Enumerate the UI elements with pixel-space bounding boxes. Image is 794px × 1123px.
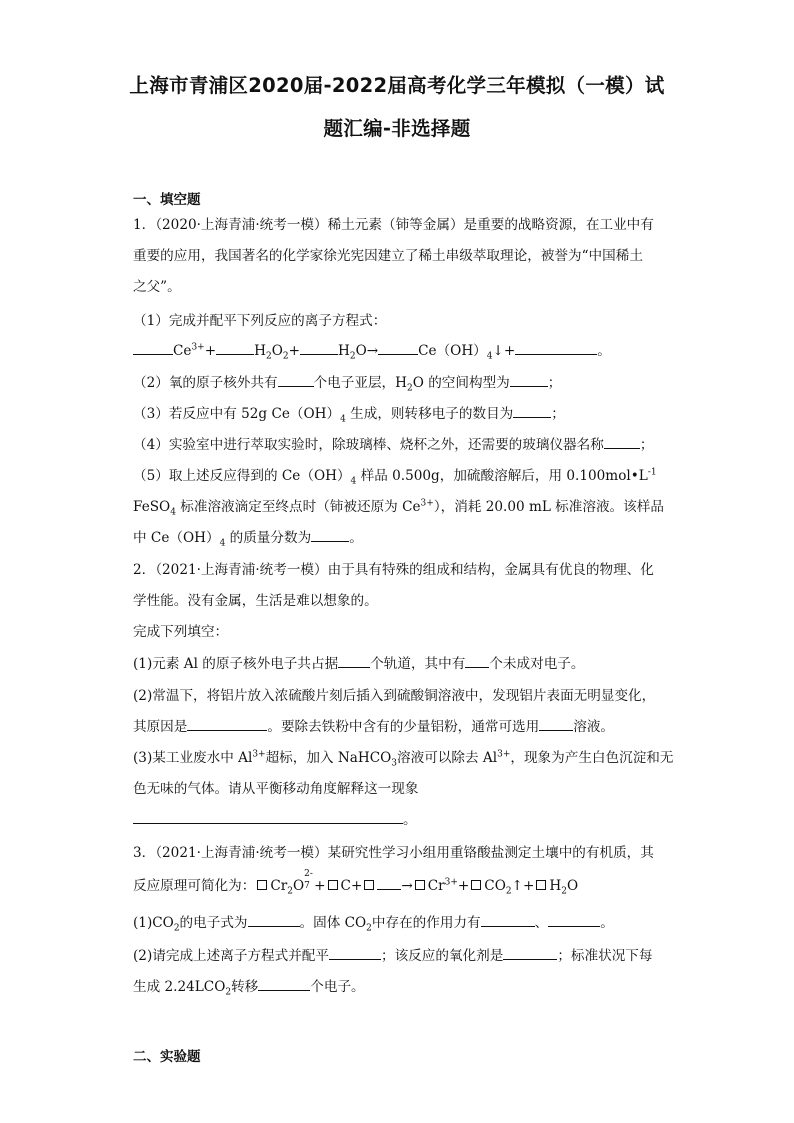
q1-part1: （1）完成并配平下列反应的离子方程式： — [133, 313, 387, 329]
coefficient-box[interactable] — [257, 880, 267, 890]
blank[interactable] — [377, 877, 401, 890]
blank[interactable] — [300, 342, 338, 355]
blank[interactable] — [510, 374, 548, 387]
q3-stem-line1: 3．（2021·上海青浦·统考一模）某研究性学习小组用重铬酸盐测定土壤中的有机质，其 — [133, 845, 654, 861]
q2-stem-line1: 2．（2021·上海青浦·统考一模）由于具有特殊的组成和结构，金属具有优良的物理、化 — [133, 562, 654, 578]
blank[interactable] — [513, 405, 551, 418]
q3-part2-line1: (2)请完成上述离子方程式并配平 ；该反应的氧化剂是 ；标准状况下每 — [133, 948, 653, 964]
q1-part3: （3）若反应中有 52g $Ce(OH)_4$ 生成，则转移电子的数目为 ； — [133, 406, 565, 425]
blank[interactable] — [515, 342, 597, 355]
q1-stem-line2: 重要的应用，我国著名的化学家徐光宪因建立了稀土串级萃取理论，被誉为“中国稀土 — [133, 248, 643, 264]
q2-part2-line1: (2)常温下，将铝片放入浓硫酸片刻后插入到硫酸铜溶液中，发现铝片表面无明显变化， — [133, 688, 656, 704]
q1-part2: （2）氧的原子核外共有 个电子亚层，$H_2O$ 的空间构型为 ； — [133, 375, 562, 394]
q1-part5-line1: （5）取上述反应得到的 $Ce(OH)_4$ 样品 0.500g，加硫酸溶解后，用 $0.100mol•L^{-1}$ — [133, 467, 657, 487]
blank[interactable] — [378, 342, 418, 355]
doc-title-line1: 上海市青浦区2020届-2022届高考化学三年模拟（一模）试 — [129, 74, 665, 97]
blank[interactable] — [278, 374, 314, 387]
q1-part4: （4）实验室中进行萃取实验时，除玻璃棒、烧杯之外，还需要的玻璃仪器名称 ； — [133, 437, 654, 453]
blank[interactable] — [338, 655, 370, 668]
coefficient-box[interactable] — [471, 880, 481, 890]
q1-equation: $Ce^{3+}+ H_2O_2+ H_2O\to$ $Ce(OH)_4↓+$ 。 — [133, 339, 611, 359]
q2-stem-line3: 完成下列填空： — [133, 624, 229, 640]
blank[interactable] — [481, 914, 535, 927]
q2-part1: (1)元素 Al 的原子核外电子共占据 个轨道，其中有 个未成对电子。 — [133, 656, 585, 672]
q3-reaction: 反应原理可简化为： $Cr_2O$ 2- 7 + $C+ \to Cr^{3+}+$ $CO_2↑+ H_2O$ — [133, 869, 579, 897]
blank[interactable] — [187, 718, 267, 731]
blank[interactable] — [258, 978, 310, 991]
q2-part3-answer: 。 — [133, 808, 417, 828]
section-fill-in: 一、填空题 — [133, 192, 201, 208]
coefficient-box[interactable] — [364, 880, 374, 890]
blank[interactable] — [133, 342, 173, 355]
q2-part3-line2: 色无味的气体。请从平衡移动角度解释这一现象 — [133, 781, 419, 797]
blank[interactable] — [216, 342, 254, 355]
blank[interactable] — [539, 718, 573, 731]
coefficient-box[interactable] — [415, 880, 425, 890]
section-experiment: 二、实验题 — [133, 1049, 201, 1065]
blank[interactable] — [311, 529, 349, 542]
coefficient-box[interactable] — [328, 880, 338, 890]
q1-part5-line2: FeSO$_4$ 标准溶液滴定至终点时（铈被还原为 $Ce^{3+}$），消耗 20.00 mL 标准溶液。该样品 — [133, 498, 664, 518]
blank[interactable] — [133, 811, 403, 824]
q1-part5-line3: 中 $Ce(OH)_4$ 的质量分数为 。 — [133, 530, 363, 549]
blank[interactable] — [465, 655, 489, 668]
blank[interactable] — [503, 947, 557, 960]
q3-part2-line2: 生成 $2.24LCO_2$转移 个电子。 — [133, 979, 365, 998]
blank[interactable] — [548, 914, 600, 927]
coefficient-box[interactable] — [536, 880, 546, 890]
q1-stem-line3: 之父”。 — [133, 279, 181, 295]
q2-stem-line2: 学性能。没有金属，生活是难以想象的。 — [133, 593, 378, 609]
q3-part1: $(1)CO_2$的电子式为 。固体 $CO_2$中存在的作用力有 、 。 — [133, 915, 614, 934]
blank[interactable] — [329, 947, 381, 960]
q2-part3-line1: (3)某工业废水中 $Al^{3+}$超标，加入 NaHCO$_3$溶液可以除去 $Al^{3+}$，现象为产生白色沉淀和无 — [133, 749, 674, 769]
blank[interactable] — [248, 914, 300, 927]
q2-part2-line2: 其原因是 。要除去铁粉中含有的少量铝粉，通常可选用 溶液。 — [133, 719, 615, 735]
doc-title-line2: 题汇编-非选择题 — [323, 117, 471, 140]
q1-stem-line1: 1．（2020·上海青浦·统考一模）稀土元素（铈等金属）是重要的战略资源，在工业中有 — [133, 217, 654, 233]
blank[interactable] — [604, 436, 640, 449]
